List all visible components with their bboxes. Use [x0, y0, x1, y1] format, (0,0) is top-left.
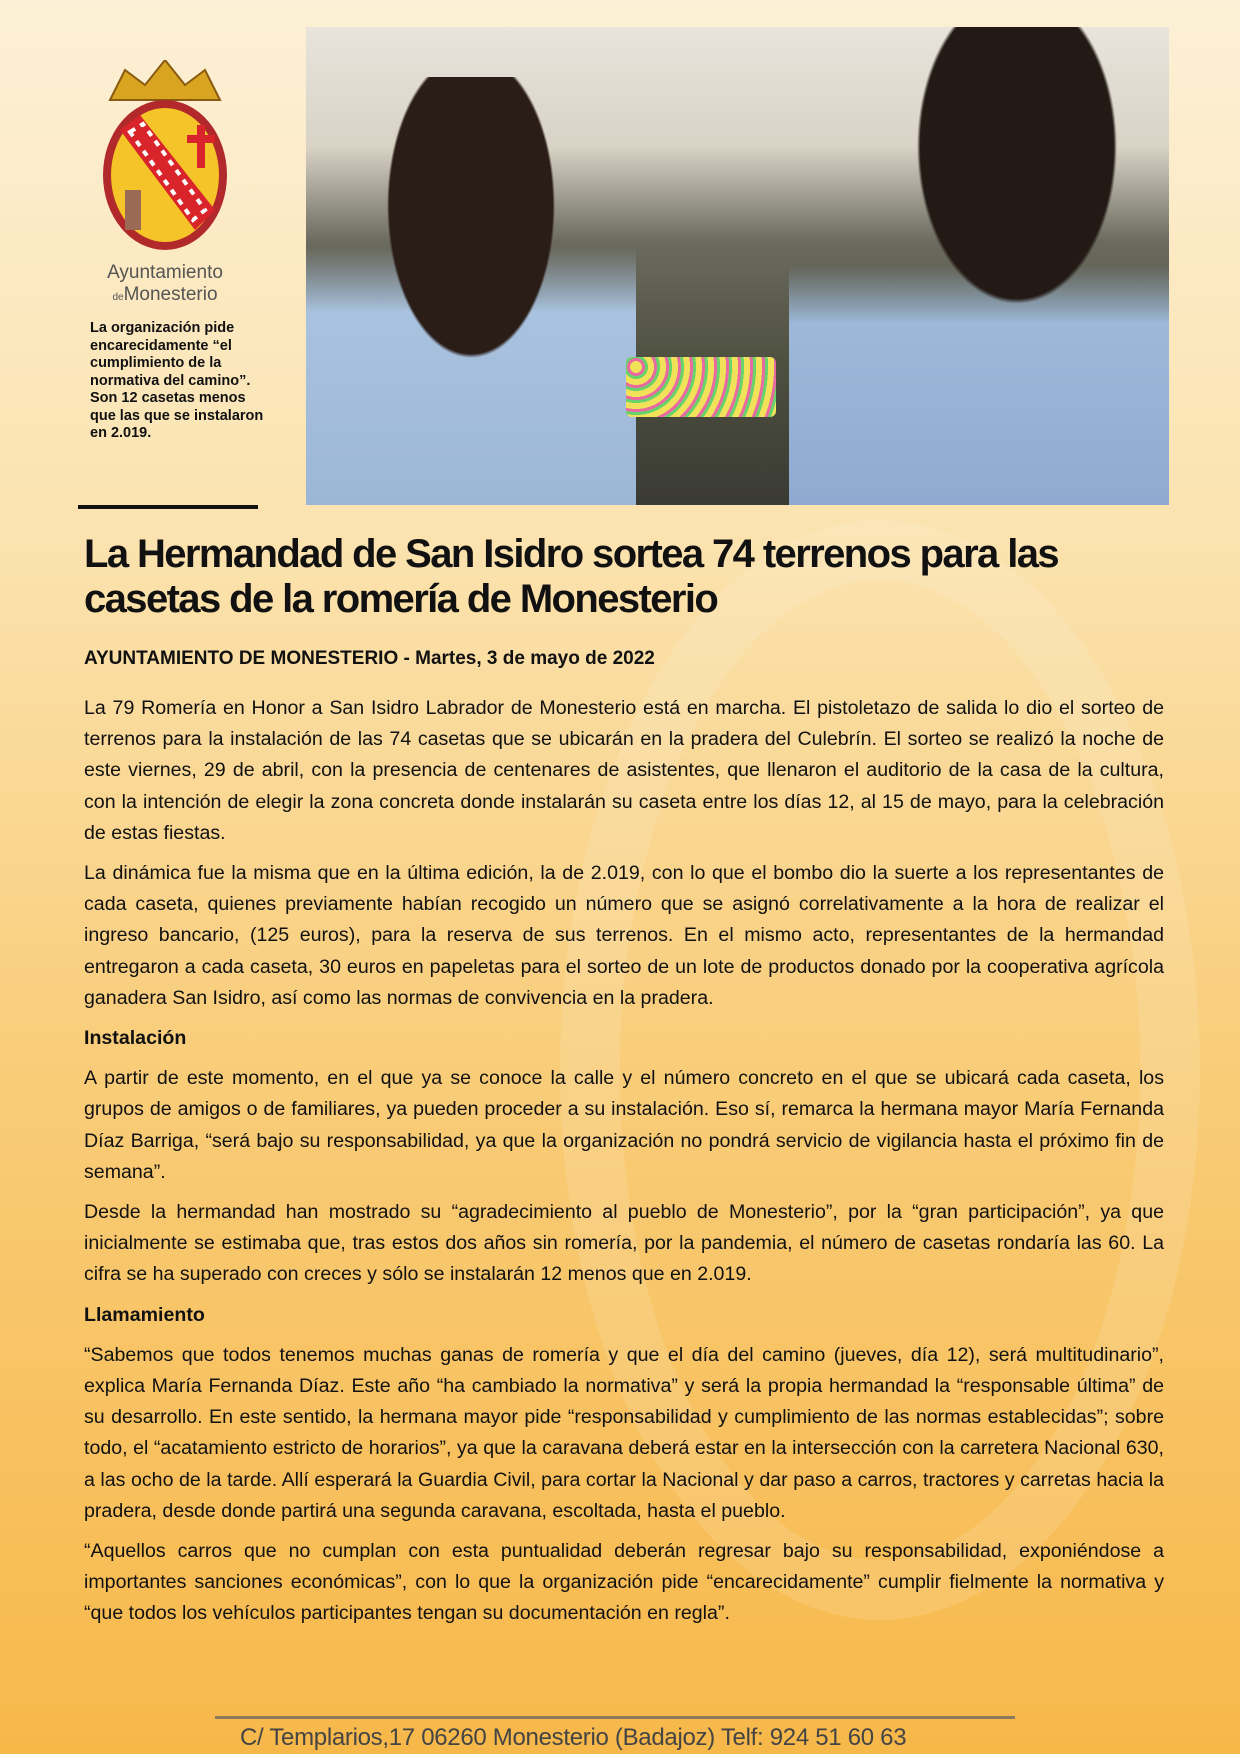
logo-de: de — [112, 292, 124, 303]
coat-of-arms-logo — [95, 60, 235, 255]
logo-line2: Monesterio — [123, 284, 218, 305]
article-photo — [306, 27, 1169, 505]
paragraph: La dinámica fue la misma que en la última edición, la de 2.019, con lo que el bombo dio la suerte a los representantes de cada caseta, quienes previamente habían recogido un número que se asignó correlativamente a la hora de realizar el ingreso bancario, (125 euros), para la reserva de sus terrenos. En el mismo acto, representantes de la hermandad entregaron a cada caseta, 30 euros en papeletas para el sorteo de un lote de productos donado por la cooperativa agrícola ganadera San Isidro, así como las normas de convivencia en la pradera. — [84, 862, 1164, 1009]
subheading: Llamamiento — [84, 1303, 205, 1326]
logo-line1: Ayuntamiento — [107, 262, 223, 283]
footer-divider — [215, 1716, 1015, 1719]
photo-lottery-balls — [626, 357, 776, 417]
photo-caption: La organización pide encarecidamente “el cumplimiento de la normativa del camino”. Son 12 casetas menos que las que se instalaron en 2.019. — [90, 320, 264, 441]
article-byline: AYUNTAMIENTO DE MONESTERIO - Martes, 3 de mayo de 2022 — [84, 648, 655, 669]
paragraph: “Sabemos que todos tenemos muchas ganas de romería y que el día del camino (jueves, día 12), será multitudinario”, explica María Fernanda Díaz. Este año “ha cambiado la normativa” y será la propia hermandad la “responsable última” de su desarrollo. En este sentido, la hermana mayor pide “responsabilidad y cumplimiento de las normas establecidas”; sobre todo, el “acatamiento estricto de horarios”, ya que la caravana deberá estar en la intersección con la carretera Nacional 630, a las ocho de la tarde. Allí esperará la Guardia Civil, para cortar la Nacional y dar paso a carros, tractores y carretas hacia la pradera, desde donde partirá una segunda caravana, escoltada, hasta el pueblo. — [84, 1343, 1164, 1522]
paragraph: Desde la hermandad han mostrado su “agradecimiento al pueblo de Monesterio”, por la “gran participación”, ya que inicialmente se estimaba que, tras estos dos años sin romería, por la pandemia, el número de casetas rondaría las 60. La cifra se ha superado con creces y sólo se instalarán 12 menos que en 2.019. — [84, 1201, 1164, 1286]
article-body — [84, 693, 1164, 1639]
article-title: La Hermandad de San Isidro sortea 74 terrenos para las casetas de la romería de Monesterio — [84, 532, 1059, 621]
photo-person-left — [306, 77, 636, 505]
caption-divider — [78, 505, 258, 509]
footer-address: C/ Templarios,17 06260 Monesterio (Badajoz) Telf: 924 51 60 63 — [240, 1724, 907, 1751]
paragraph: A partir de este momento, en el que ya se conoce la calle y el número concreto en el que se ubicará cada caseta, los grupos de amigos o de familiares, ya pueden proceder a su instalación. Eso sí, remarca la hermana mayor María Fernanda Díaz Barriga, “será bajo su responsabilidad, ya que la organización no pondrá servicio de vigilancia hasta el próximo fin de semana”. — [84, 1067, 1164, 1183]
photo-person-right — [789, 27, 1169, 505]
logo-wordmark — [80, 262, 250, 309]
subheading: Instalación — [84, 1027, 187, 1050]
paragraph: “Aquellos carros que no cumplan con esta puntualidad deberán regresar bajo su responsabilidad, exponiéndose a importantes sanciones económicas”, con lo que la organización pide “encarecidamente” cumplir fielmente la normativa y “que todos los vehículos participantes tengan su documentación en regla”. — [84, 1540, 1164, 1625]
paragraph: La 79 Romería en Honor a San Isidro Labrador de Monesterio está en marcha. El pistoletazo de salida lo dio el sorteo de terrenos para la instalación de las 74 casetas que se ubicarán en la pradera del Culebrín. El sorteo se realizó la noche de este viernes, 29 de abril, con la presencia de centenares de asistentes, que llenaron el auditorio de la casa de la cultura, con la intención de elegir la zona concreta donde instalarán su caseta entre los días 12, al 15 de mayo, para la celebración de estas fiestas. — [84, 697, 1164, 844]
